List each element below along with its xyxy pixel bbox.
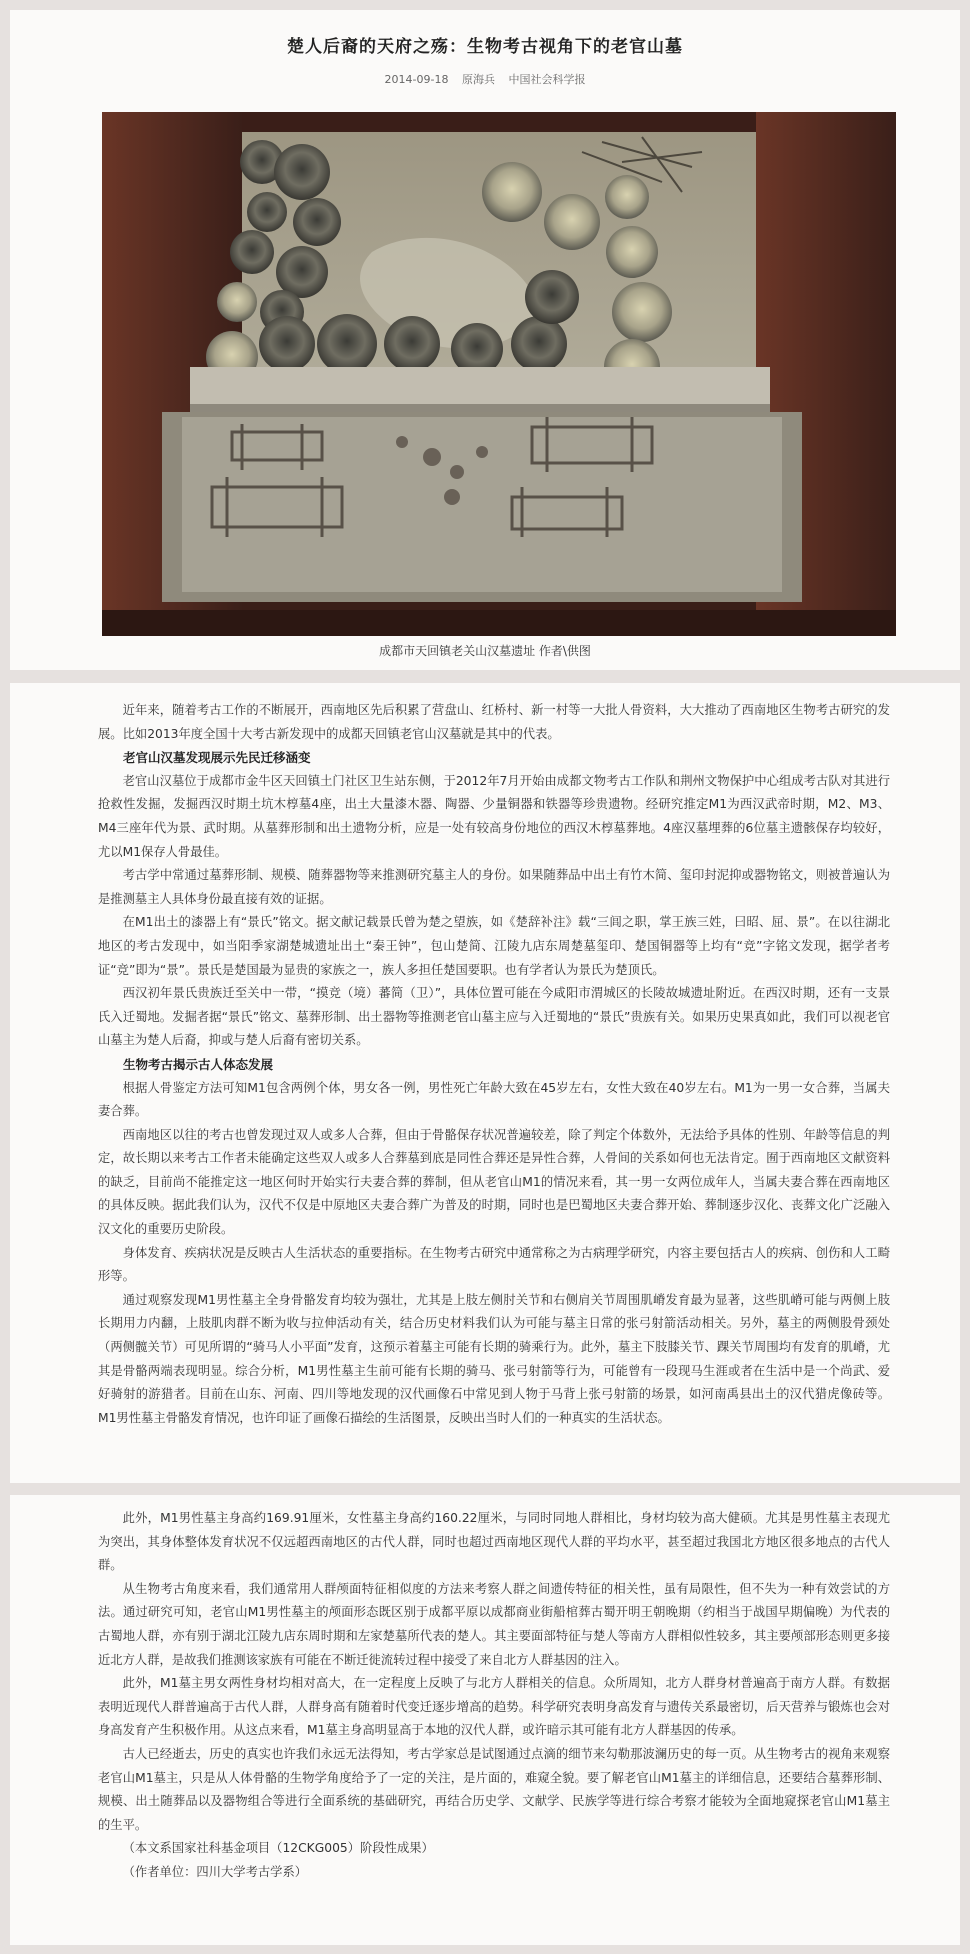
body-panel-2 [10, 1495, 960, 1945]
author-affiliation: （作者单位：四川大学考古学系） [122, 1864, 308, 1879]
funding-note: （本文系国家社科基金项目（12CKG005）阶段性成果） [122, 1841, 434, 1856]
article-meta [10, 71, 960, 87]
article-date: 2014-09-18 [384, 73, 449, 86]
photo-caption: 成都市天回镇老关山汉墓遗址 作者\供图 [379, 644, 591, 658]
paragraph: 西汉初年景氏贵族迁至关中一带，“摸竞（境）蕃简（卫）”，具体位置可能在今咸阳市渭城区的长陵故城遗址附近。在西汉时期，还有一支景氏入迁蜀地。发掘者据“景氏”铭文、墓葬形制、出土器物等推测老官山墓主应与入迁蜀地的“景氏”贵族有关。如果历史果真如此，我们可以视老官山墓主为楚人后裔，抑或与楚人后裔有密切关系。 [98, 986, 890, 1048]
section-heading: 生物考古揭示古人体态发展 [123, 1056, 274, 1072]
paragraph: 通过观察发现M1男性墓主全身骨骼发育均较为强壮，尤其是上肢左侧肘关节和右侧肩关节周围肌嵴发育最为显著，这些肌嵴可能与两侧上肢长期用力内翻，上肢肌肉群不断为收与拉伸活动有关，结合历史材料我们认为可能与墓主日常的张弓射箭活动相关。另外，墓主的两侧股骨颈处（两侧髋关节）可见所谓的“骑马人小平面”发育，这预示着墓主可能有长期的骑乘行为。此外，墓主下肢膝关节、踝关节周围均有发育的肌嵴，尤其是骨骼两端表现明显。综合分析，M1男性墓主生前可能有长期的骑马、张弓射箭等行为，可能曾有一段现马生涯或者在生活中是一个尚武、爱好骑射的游猎者。目前在山东、河南、四川等地发现的汉代画像石中常见到人物于马背上张弓射箭的场景，如河南禹县出土的汉代猎虎像砖等。M1男性墓主骨骼发育情况，也许印证了画像石描绘的生活图景，反映出当时人们的一种真实的生活状态。 [98, 1292, 890, 1425]
paragraph: 古人已经逝去，历史的真实也许我们永远无法得知，考古学家总是试图通过点滴的细节来勾勒那波澜历史的每一页。从生物考古的视角来观察老官山M1墓主，只是从人体骨骼的生物学角度给予了一定的关注，是片面的，难窥全貌。要了解老官山M1墓主的详细信息，还要结合墓葬形制、规模、出土随葬品以及器物组合等进行全面系统的基础研究，再结合历史学、文献学、民族学等进行综合考察才能较为全面地窥探老官山M1墓主的生平。 [98, 1746, 890, 1832]
paragraph: 身体发育、疾病状况是反映古人生活状态的重要指标。在生物考古研究中通常称之为古病理学研究，内容主要包括古人的疾病、创伤和人工畸形等。 [98, 1245, 890, 1284]
paragraph: 考古学中常通过墓葬形制、规模、随葬器物等来推测研究墓主人的身份。如果随葬品中出土有竹木简、玺印封泥抑或器物铭文，则被普遍认为是推测墓主人具体身份最直接有效的证据。 [98, 868, 890, 906]
paragraph: 近年来，随着考古工作的不断展开，西南地区先后积累了营盘山、红桥村、新一村等一大批人骨资料，大大推动了西南地区生物考古研究的发展。比如2013年度全国十大考古新发现中的成都天回镇老官山汉墓就是其中的代表。 [98, 703, 890, 741]
paragraph: 老官山汉墓位于成都市金牛区天回镇土门社区卫生站东侧，于2012年7月开始由成都文物考古工作队和荆州文物保护中心组成考古队对其进行抢救性发掘，发掘西汉时期土坑木椁墓4座，出土大量漆木器、陶器、少量铜器和铁器等珍贵遗物。经研究推定M1为西汉武帝时期，M2、M3、M4三座年代为景、武时期。从墓葬形制和出土遗物分析，应是一处有较高身份地位的西汉木椁墓葬地。4座汉墓埋葬的6位墓主遗骸保存均较好，尤以M1保存人骨最佳。 [98, 773, 890, 859]
section-heading: 老官山汉墓发现展示先民迁移涵变 [123, 750, 311, 766]
header-panel [10, 10, 960, 670]
article-source: 中国社会科学报 [508, 73, 586, 86]
article-author: 原海兵 [461, 73, 495, 86]
paragraph: 此外，M1男性墓主身高约169.91厘米，女性墓主身高约160.22厘米，与同时同地人群相比，身材均较为高大健硕。尤其是男性墓主表现尤为突出，其身体整体发育状况不仅远超西南地区的古代人群，同时也超过西南地区现代人群的平均水平，甚至超过我国北方地区很多地点的古代人群。 [98, 1511, 890, 1573]
article-title: 楚人后裔的天府之殇：生物考古视角下的老官山墓 [287, 37, 683, 57]
body-panel-1 [10, 683, 960, 1483]
paragraph: 根据人骨鉴定方法可知M1包含两例个体，男女各一例，男性死亡年龄大致在45岁左右，女性大致在40岁左右。M1为一男一女合葬，当属夫妻合葬。 [98, 1080, 890, 1119]
paragraph: 此外，M1墓主男女两性身材均相对高大，在一定程度上反映了与北方人群相关的信息。众所周知，北方人群身材普遍高于南方人群。有数据表明近现代人群普遍高于古代人群，人群身高有随着时代变迁逐步增高的趋势。科学研究表明身高发育与遗传关系最密切，后天营养与锻炼也会对身高发育产生积极作用。从这点来看，M1墓主身高明显高于本地的汉代人群，或许暗示其可能有北方人群基因的传承。 [98, 1676, 890, 1738]
paragraph: 从生物考古角度来看，我们通常用人群颅面特征相似度的方法来考察人群之间遗传特征的相关性，虽有局限性，但不失为一种有效尝试的方法。通过研究可知，老官山M1男性墓主的颅面形态既区别于成都平原以成都商业街船棺葬古蜀开明王朝晚期（约相当于战国早期偏晚）为代表的古蜀地人群，亦有别于湖北江陵九店东周时期和左家楚墓所代表的楚人。其主要面部特征与楚人等南方人群相似性较多，其主要颅部形态则更多接近北方人群，是故我们推测该家族有可能在不断迁徙流转过程中接受了来自北方人群基因的注入。 [98, 1581, 890, 1667]
paragraph: 西南地区以往的考古也曾发现过双人或多人合葬，但由于骨骼保存状况普遍较差，除了判定个体数外，无法给予具体的性别、年龄等信息的判定，故长期以来考古工作者未能确定这些双人或多人合葬墓到底是同性合葬还是异性合葬，人骨间的关系如何也无法肯定。囿于西南地区文献资料的缺乏，目前尚不能推定这一地区何时开始实行夫妻合葬的葬制，但从老官山M1的情况来看，其一男一女两位成年人，当属夫妻合葬在西南地区的具体反映。据此我们认为，汉代不仅是中原地区夫妻合葬广为普及的时期，同时也是巴蜀地区夫妻合葬开始、葬制逐步汉化、丧葬文化广泛融入汉文化的重要历史阶段。 [98, 1127, 890, 1237]
tomb-photo [102, 112, 896, 636]
paragraph: 在M1出土的漆器上有“景氏”铭文。据文献记载景氏曾为楚之望族，如《楚辞补注》载“三闾之职，掌王族三姓，曰昭、屈、景”。在以往湖北地区的考古发现中，如当阳季家湖楚城遗址出土“秦王钟”，包山楚简、江陵九店东周楚墓玺印、楚国铜器等上均有“竞”字铭文发现，据学者考证“竞”即为“景”。景氏是楚国最为显贵的家族之一，族人多担任楚国要职。也有学者认为景氏为楚顶氏。 [98, 915, 890, 977]
